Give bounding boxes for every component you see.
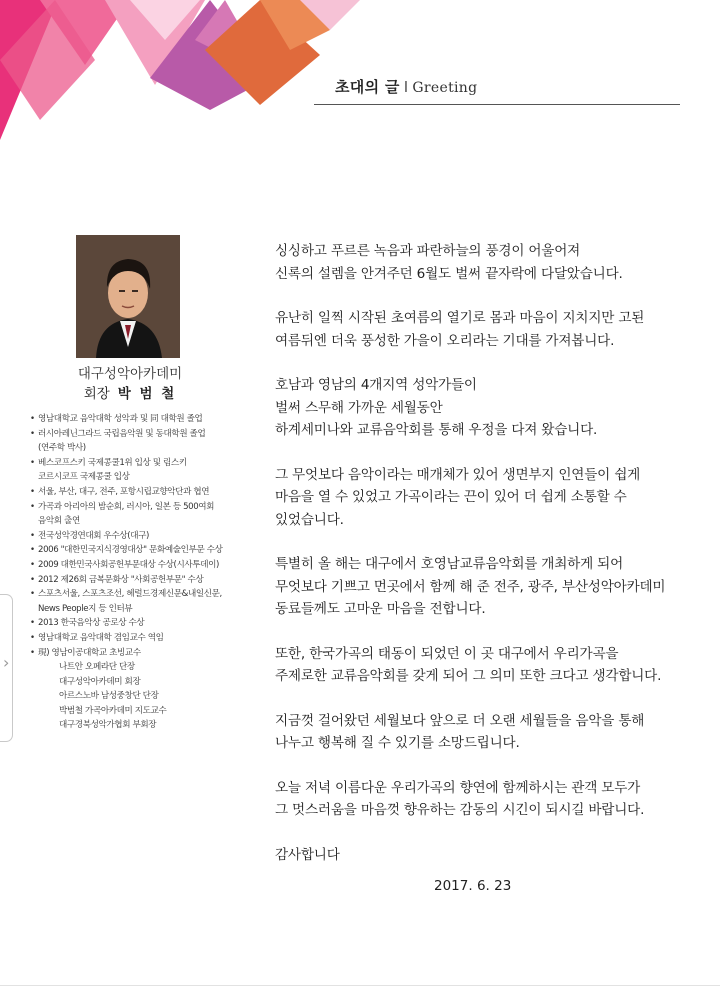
profile-item: • 영남대학교 음악대학 성악과 및 同 대학원 졸업 <box>30 412 250 427</box>
greeting-letter-body <box>275 240 695 888</box>
bottom-divider <box>0 985 720 986</box>
letter-paragraph <box>275 464 695 532</box>
profile-item: • 2006 "대한민국지식경영대상" 문화예술인부문 수상 <box>30 543 250 558</box>
letter-line: 무엇보다 기쁘고 먼곳에서 함께 해 준 전주, 광주, 부산성악아카데미 <box>275 578 666 595</box>
letter-line: 벌써 스무해 가까운 세월동안 <box>275 399 443 416</box>
letter-paragraph <box>275 374 695 442</box>
profile-list <box>30 412 250 733</box>
page-header <box>335 76 680 97</box>
header-divider <box>314 104 680 105</box>
profile-item: 대구경북성악가협회 부회장 <box>59 720 157 731</box>
letter-paragraph <box>275 844 695 867</box>
letter-line: 싱싱하고 푸르른 녹음과 파란하늘의 풍경이 어울어져 <box>275 243 581 259</box>
profile-item: • 現) 영남이공대학교 초빙교수 <box>30 646 250 661</box>
letter-paragraph <box>275 710 695 755</box>
profile-item: 박범철 가곡아카데미 지도교수 <box>59 705 167 716</box>
letter-line: 그 멋스러움을 마음껏 향유하는 감동의 시긴이 되시길 바랍니다. <box>275 802 645 818</box>
organization-name: 대구성악아카데미 <box>77 366 183 382</box>
profile-item: 나트안 오페라단 단장 <box>59 662 135 673</box>
letter-paragraph <box>275 777 695 822</box>
letter-line: 호남과 영남의 4개지역 성악가들이 <box>275 377 477 393</box>
letter-line: 여름뒤엔 더욱 풍성한 가을이 오리라는 기대를 가져봅니다. <box>275 332 615 349</box>
profile-item: • 러시아레닌그라드 국립음악원 및 동대학원 졸업 <box>30 427 250 442</box>
letter-line: 하계세미나와 교류음악회를 통해 우정을 다져 왔습니다. <box>275 422 598 438</box>
letter-date: 2017. 6. 23 <box>434 878 512 894</box>
header-separator: I <box>403 78 409 96</box>
letter-line: 오늘 저녁 이름다운 우리가곡의 향연에 함께하시는 관객 모두가 <box>275 779 641 796</box>
profile-item: • 2012 제26회 금복문화상 "사회공헌부문" 수상 <box>30 573 250 588</box>
letter-paragraph <box>275 307 695 352</box>
side-page-tab[interactable] <box>0 594 13 742</box>
profile-item: 음악회 출연 <box>38 516 80 527</box>
header-title-korean: 초대의 글 <box>335 78 400 96</box>
role-label: 회장 <box>83 386 110 402</box>
letter-line: 동료들께도 고마운 마음을 전합니다. <box>275 601 486 617</box>
letter-line: 신록의 설렘을 안겨주던 6월도 벌써 끝자락에 다달았습니다. <box>275 265 623 282</box>
letter-line: 지금껏 걸어왔던 세월보다 앞으로 더 오랜 세월들을 음악을 통해 <box>275 712 645 729</box>
letter-line: 그 무엇보다 음악이라는 매개체가 있어 생면부지 인연들이 쉽게 <box>275 466 641 483</box>
letter-line: 나누고 행복해 질 수 있기를 소망드립니다. <box>275 735 520 751</box>
profile-item: 대구성악아카데미 회장 <box>59 676 141 687</box>
profile-item: 아르스노바 남성중창단 단장 <box>59 691 159 702</box>
chevron-right-icon: › <box>3 653 10 672</box>
profile-item: • 전국성악경연대회 우수상(대구) <box>30 529 250 544</box>
letter-paragraph <box>275 643 695 688</box>
profile-item: • 2013 한국음악상 공로상 수상 <box>30 616 250 631</box>
letter-line: 있었습니다. <box>275 511 344 528</box>
letter-line: 감사합니다 <box>275 846 340 863</box>
profile-item: • 2009 대한민국사회공헌부문대상 수상(시사투데이) <box>30 558 250 573</box>
profile-item: 코르시코프 국제콩쿨 입상 <box>38 472 130 483</box>
letter-paragraph <box>275 553 695 621</box>
profile-item: • 영남대학교 음악대학 겸임교수 역임 <box>30 631 250 646</box>
person-name: 박 범 철 <box>117 386 177 402</box>
header-title-english: Greeting <box>412 80 478 96</box>
letter-paragraph <box>275 240 695 285</box>
profile-item: • 가곡과 아리아의 밤순회, 러시아, 일본 등 500여회 <box>30 500 250 515</box>
portrait-photo <box>76 235 180 358</box>
letter-line: 주제로한 교류음악회를 갖게 되어 그 의미 또한 크다고 생각합니다. <box>275 668 662 684</box>
profile-item: • 베스코프스키 국제콩쿨1위 입상 및 림스키 <box>30 456 250 471</box>
letter-line: 특별히 올 해는 대구에서 호영남교류음악회를 개최하게 되어 <box>275 556 624 572</box>
letter-line: 또한, 한국가곡의 태동이 되었던 이 곳 대구에서 우리가곡을 <box>275 645 619 662</box>
letter-line: 마음을 열 수 있었고 가곡이라는 끈이 있어 더 쉽게 소통할 수 <box>275 489 627 505</box>
profile-item: News People지 등 인터뷰 <box>38 603 133 614</box>
decorative-diamond-pattern <box>0 0 720 150</box>
profile-item: (연주학 박사) <box>38 443 86 454</box>
president-name <box>40 382 220 402</box>
profile-item: • 스포츠서울, 스포츠조선, 헤럴드경제신문&내일신문, <box>30 587 250 602</box>
profile-item: • 서울, 부산, 대구, 전주, 포항시립교향악단과 협연 <box>30 485 250 500</box>
letter-line: 유난히 일찍 시작된 초여름의 열기로 몸과 마음이 지치지만 고된 <box>275 310 645 326</box>
